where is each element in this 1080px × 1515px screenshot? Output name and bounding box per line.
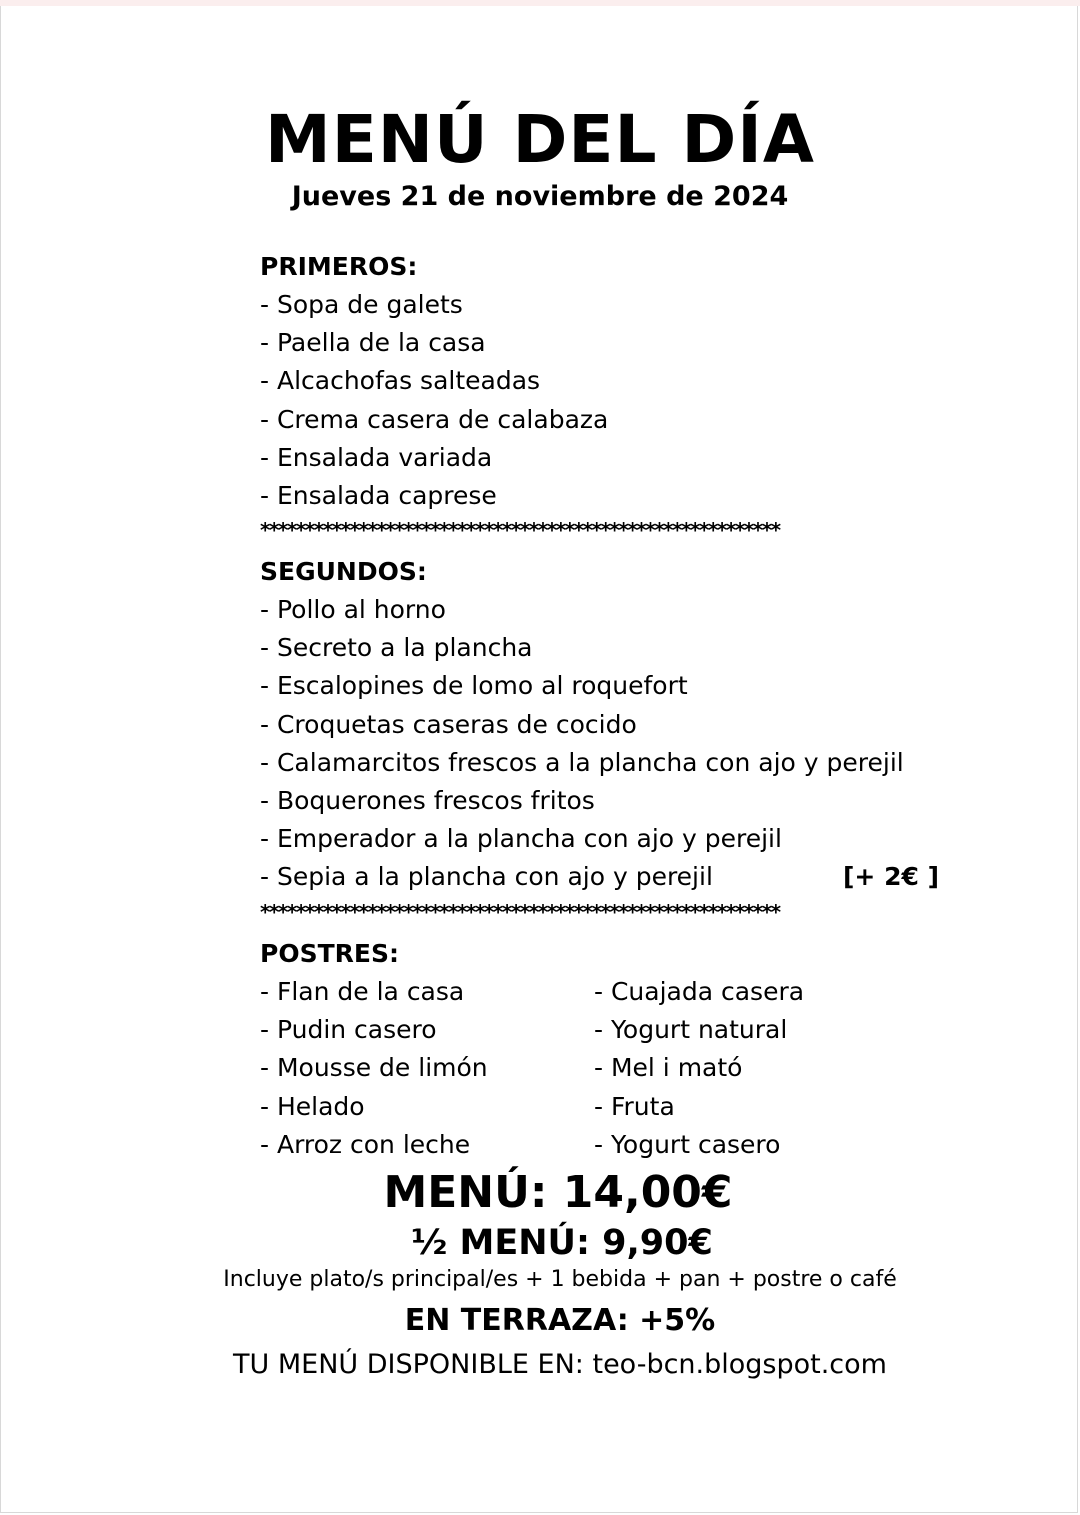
supplement-badge: [+ 2€ ]: [843, 862, 939, 892]
postres-item: - Arroz con leche: [260, 1129, 471, 1159]
primeros-item: - Crema casera de calabaza: [260, 404, 609, 434]
postres-right-column: [594, 973, 804, 1164]
segundos-item-sepia: [260, 858, 1000, 896]
postres-item: - Flan de la casa: [260, 977, 465, 1006]
postres-item: - Fruta: [594, 1091, 675, 1121]
terrace-surcharge: EN TERRAZA: +5%: [404, 1303, 716, 1338]
postres-item: - Helado: [260, 1091, 365, 1121]
postres-item: - Mousse de limón: [260, 1053, 488, 1083]
segundos-item: - Croquetas caseras de cocido: [260, 709, 637, 739]
segundos-heading: SEGUNDOS:: [260, 557, 427, 586]
primeros-item: - Ensalada variada: [260, 442, 493, 472]
postres-item: - Yogurt casero: [594, 1129, 781, 1159]
primeros-item: - Ensalada caprese: [260, 480, 497, 510]
segundos-item: - Pollo al horno: [260, 595, 446, 624]
includes-note: Incluye plato/s principal/es + 1 bebida + pan + postre o café: [223, 1267, 897, 1292]
primeros-heading: PRIMEROS:: [260, 252, 418, 281]
postres-item: - Yogurt natural: [594, 1015, 788, 1045]
postres-item: - Cuajada casera: [594, 977, 805, 1006]
primeros-item: - Alcachofas salteadas: [260, 366, 541, 396]
postres-item: - Mel i mató: [594, 1053, 743, 1083]
postres-section: [260, 935, 1000, 1165]
half-menu-price: ½ MENÚ: 9,90€: [411, 1223, 713, 1263]
separator-1: **********************************************************: [260, 518, 780, 542]
menu-date: Jueves 21 de noviembre de 2024: [291, 181, 789, 212]
primeros-item: - Paella de la casa: [260, 328, 486, 358]
separator-2: **********************************************************: [260, 900, 780, 924]
primeros-section: [260, 248, 1000, 515]
menu-price: MENÚ: 14,00€: [383, 1167, 733, 1218]
segundos-section: [260, 553, 1000, 897]
sepia-label: - Sepia a la plancha con ajo y perejil: [260, 862, 713, 892]
segundos-item: - Calamarcitos frescos a la plancha con ajo y perejil: [260, 747, 904, 777]
postres-left-column: [260, 973, 488, 1164]
segundos-item: - Secreto a la plancha: [260, 633, 533, 663]
primeros-item: - Sopa de galets: [260, 290, 463, 319]
availability-note: TU MENÚ DISPONIBLE EN: teo-bcn.blogspot.com: [233, 1349, 887, 1380]
postres-item: - Pudin casero: [260, 1015, 437, 1045]
postres-heading: POSTRES:: [260, 939, 399, 968]
segundos-item: - Escalopines de lomo al roquefort: [260, 671, 688, 701]
segundos-item: - Boquerones frescos fritos: [260, 785, 595, 815]
segundos-item: - Emperador a la plancha con ajo y perejil: [260, 824, 782, 854]
menu-title: MENÚ DEL DÍA: [265, 101, 815, 178]
